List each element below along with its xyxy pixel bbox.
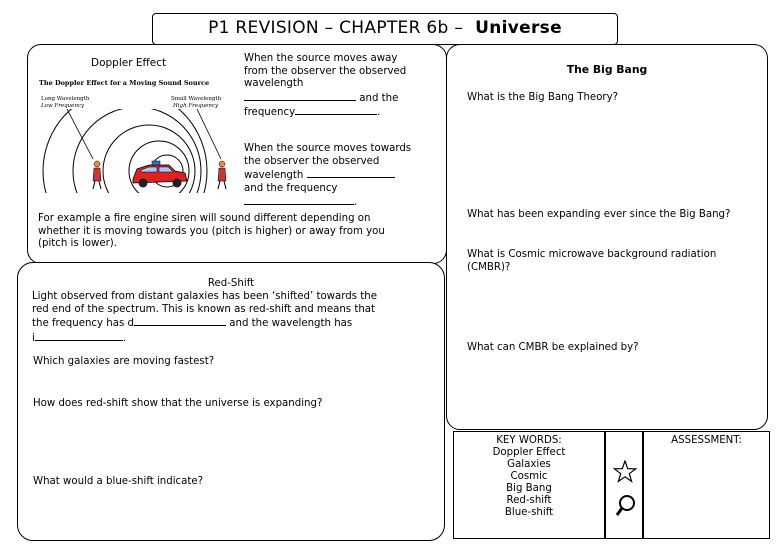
high-frequency-label: High Frequency bbox=[173, 103, 219, 109]
away-line-1: When the source moves away bbox=[244, 53, 398, 64]
example-line-3: (pitch is lower). bbox=[38, 238, 118, 250]
redshift-line-4: i bbox=[32, 332, 35, 344]
assessment-heading: ASSESSMENT: bbox=[671, 435, 742, 446]
source-away-text: When the source moves away from the observer the observed wavelength and the frequency . bbox=[244, 53, 434, 120]
question-cmbr bbox=[467, 249, 716, 274]
car-icon bbox=[133, 161, 187, 188]
low-frequency-label: Low Frequency bbox=[41, 103, 85, 109]
question-fastest-galaxies: Which galaxies are moving fastest? bbox=[33, 356, 215, 367]
towards-line-3: wavelength bbox=[244, 170, 304, 182]
long-wavelength-label: Long Wavelength bbox=[41, 96, 90, 102]
keyword-item: Red-shift bbox=[506, 495, 552, 506]
away-line-4: and the bbox=[359, 92, 399, 104]
towards-wavelength-blank[interactable] bbox=[307, 168, 395, 178]
title-main: P1 REVISION – CHAPTER 6b – bbox=[208, 18, 464, 38]
redshift-line-3b: and the wavelength has bbox=[229, 318, 353, 330]
example-line-1: For example a fire engine siren will sound different depending on bbox=[38, 213, 371, 224]
observer-right-icon bbox=[218, 161, 226, 189]
doppler-wave-diagram bbox=[37, 109, 237, 197]
redshift-line-3a: the frequency has d bbox=[32, 318, 135, 330]
question-expanding: What has been expanding ever since the Big Bang? bbox=[467, 209, 731, 220]
keyword-item: Galaxies bbox=[507, 459, 551, 470]
wavelength-increased-blank[interactable] bbox=[35, 331, 123, 341]
redshift-paragraph: Light observed from distant galaxies has been ‘shifted’ towards the red end of the spectrum. This is known as red-shift and means that the frequency has d and the wavelength has i . bbox=[32, 291, 437, 345]
redshift-line-2: red end of the spectrum. This is known as red-shift and means that bbox=[32, 303, 376, 315]
assessment-box bbox=[643, 431, 770, 539]
title-bar bbox=[152, 13, 618, 45]
key-words-box bbox=[453, 431, 605, 539]
redshift-line-1: Light observed from distant galaxies has been ‘shifted’ towards the bbox=[32, 291, 377, 302]
doppler-figure bbox=[37, 79, 237, 197]
towards-line-4: and the frequency bbox=[244, 182, 338, 194]
towards-frequency-blank[interactable] bbox=[244, 195, 354, 205]
redshift-heading: Red-Shift bbox=[207, 278, 255, 289]
keyword-item: Big Bang bbox=[506, 483, 552, 494]
away-line-5: frequency bbox=[244, 107, 296, 119]
key-words-heading: KEY WORDS: bbox=[496, 435, 562, 446]
redshift-section bbox=[17, 262, 445, 541]
title-universe: Universe bbox=[475, 18, 562, 38]
big-bang-heading: The Big Bang bbox=[566, 63, 648, 76]
question-cmbr-explained: What can CMBR be explained by? bbox=[467, 342, 639, 353]
magnifier-icon bbox=[615, 494, 637, 518]
example-line-2: whether it is moving towards you (pitch is higher) or away from you bbox=[38, 225, 385, 237]
doppler-section bbox=[27, 44, 447, 264]
doppler-heading: Doppler Effect bbox=[91, 57, 167, 69]
frequency-decreased-blank[interactable] bbox=[134, 316, 226, 326]
keyword-item: Blue-shift bbox=[504, 507, 554, 518]
assessment-icons-column bbox=[605, 431, 643, 539]
question-blue-shift: What would a blue-shift indicate? bbox=[33, 476, 204, 487]
away-line-3: wavelength bbox=[244, 78, 304, 90]
source-towards-text: When the source moves towards the observer the observed wavelength and the frequency . bbox=[244, 143, 434, 210]
keyword-item: Doppler Effect bbox=[492, 447, 566, 458]
fire-engine-example bbox=[38, 213, 438, 251]
question-cmbr-line-2: (CMBR)? bbox=[467, 261, 511, 273]
away-frequency-blank[interactable] bbox=[295, 105, 377, 115]
big-bang-section bbox=[446, 44, 768, 430]
towards-line-2: the observer the observed bbox=[244, 155, 380, 167]
towards-line-1: When the source moves towards bbox=[244, 143, 412, 154]
away-wavelength-blank[interactable] bbox=[244, 91, 356, 101]
page-title bbox=[153, 18, 617, 38]
small-wavelength-label: Small Wavelength bbox=[171, 96, 222, 102]
question-big-bang-theory: What is the Big Bang Theory? bbox=[467, 92, 619, 103]
figure-title: The Doppler Effect for a Moving Sound Source bbox=[39, 79, 210, 87]
star-icon bbox=[613, 460, 637, 484]
question-universe-expanding: How does red-shift show that the universe is expanding? bbox=[33, 398, 323, 409]
away-line-2: from the observer the observed bbox=[244, 65, 407, 77]
keyword-item: Cosmic bbox=[510, 471, 548, 482]
question-cmbr-line-1: What is Cosmic microwave background radiation bbox=[467, 249, 717, 260]
key-words-list bbox=[454, 435, 604, 519]
observer-left-icon bbox=[93, 161, 101, 189]
